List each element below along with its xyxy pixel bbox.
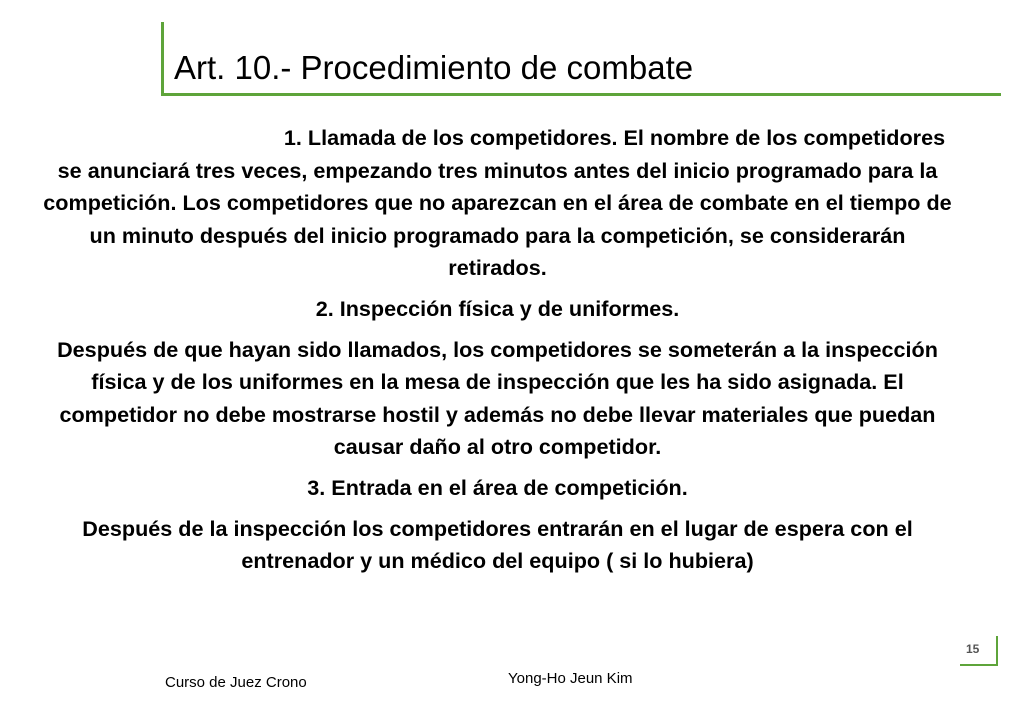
paragraph-physical-inspection: Después de que hayan sido llamados, los competidores se someterán a la inspección física y de los uniformes en la mesa de inspección que les ha sido asignada. El competidor no debe mostrarse hostil y además no debe llevar materiales que puedan causar daño al otro competidor.	[57, 336, 938, 460]
footer-course-name: Curso de Juez Crono	[165, 674, 307, 691]
title-accent-vertical-line	[161, 22, 164, 96]
slide-body	[40, 122, 955, 578]
page-title: Art. 10.- Procedimiento de combate	[174, 49, 694, 86]
page-number-box-horizontal-line	[960, 664, 998, 666]
page-number-box	[960, 636, 998, 666]
footer-author: Yong-Ho Jeun Kim	[508, 670, 633, 687]
heading-physical-inspection: 2. Inspección física y de uniformes.	[315, 295, 680, 321]
page-number-box-vertical-line	[996, 636, 998, 666]
paragraph-call-of-competitors	[40, 122, 955, 285]
heading-competition-area-entry: 3. Entrada en el área de competición.	[307, 474, 688, 500]
paragraph-call-of-competitors-text: 1. Llamada de los competidores. El nombre de los competidores se anunciará tres veces, empezando tres minutos antes del inicio programado para la competición. Los competidores que no aparezcan en el área de combate en el tiempo de un minuto después del inicio programado para la competición, se considerarán retirados.	[43, 125, 952, 281]
page-number: 15	[966, 642, 980, 656]
title-accent-horizontal-line	[161, 93, 1001, 96]
paragraph-competition-area-entry: Después de la inspección los competidores entrarán en el lugar de espera con el entrenador y un médico del equipo ( si lo hubiera)	[82, 515, 913, 574]
